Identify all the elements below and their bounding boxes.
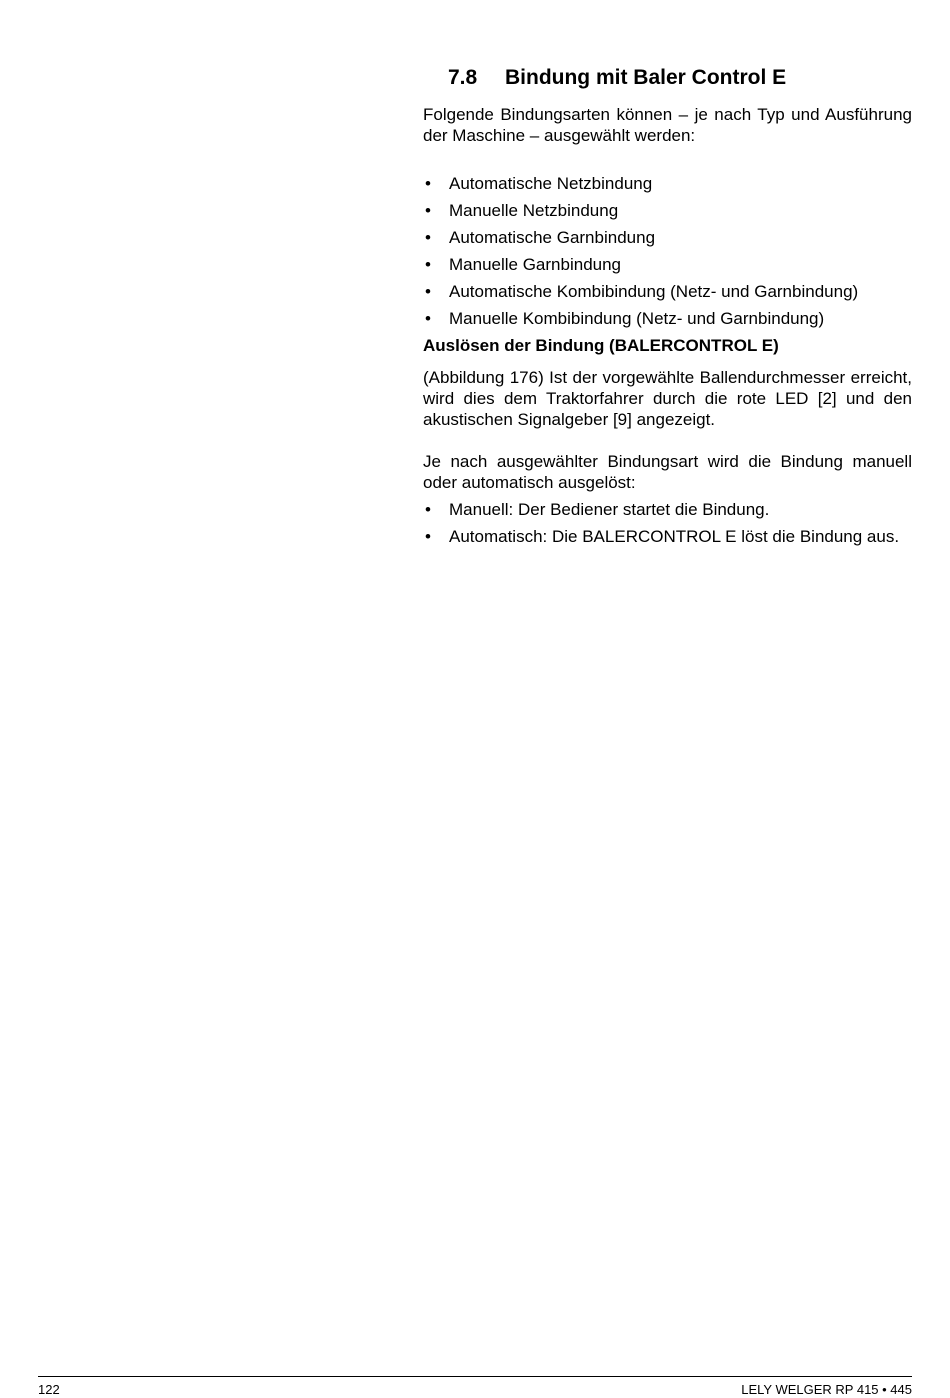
section-number: 7.8 xyxy=(448,66,478,89)
list-item xyxy=(423,281,912,302)
list-item xyxy=(423,526,912,547)
bullet-icon: • xyxy=(425,309,431,328)
main-content xyxy=(423,63,912,553)
intro-paragraph: Folgende Bindungsarten können – je nach Typ und Ausführung der Maschine – ausgewählt werden: xyxy=(423,105,912,145)
list-item xyxy=(423,308,912,329)
list-item xyxy=(423,173,912,194)
list-item-text: Automatische Kombibindung (Netz- und Garnbindung) xyxy=(449,282,859,301)
bullet-icon: • xyxy=(425,174,431,193)
binding-types-list xyxy=(423,173,912,329)
body-paragraph: Je nach ausgewählter Bindungsart wird die Bindung manuell oder automatisch ausgelöst: xyxy=(423,452,912,492)
list-item xyxy=(423,499,912,520)
list-item-text: Automatische Garnbindung xyxy=(449,228,656,247)
product-name: LELY WELGER RP 415 • 445 xyxy=(741,1382,912,1397)
list-item xyxy=(423,227,912,248)
list-item-text: Manuell: Der Bediener startet die Bindung. xyxy=(449,500,770,519)
list-item-text: Manuelle Garnbindung xyxy=(449,255,622,274)
subsection-heading: Auslösen der Bindung (BALERCONTROL E) xyxy=(423,336,779,355)
page-footer xyxy=(38,1376,912,1398)
footer-row xyxy=(38,1377,912,1398)
list-item-text: Automatische Netzbindung xyxy=(449,174,653,193)
list-item-text: Manuelle Kombibindung (Netz- und Garnbindung) xyxy=(449,309,825,328)
bullet-icon: • xyxy=(425,255,431,274)
bullet-icon: • xyxy=(425,282,431,301)
page-number: 122 xyxy=(38,1382,60,1397)
section-title: Bindung mit Baler Control E xyxy=(505,66,787,89)
list-item-text: Manuelle Netzbindung xyxy=(449,201,619,220)
body-paragraph: (Abbildung 176) Ist der vorgewählte Ballendurchmesser erreicht, wird dies dem Traktorfahrer durch die rote LED [2] und den akustischen Signalgeber [9] angezeigt. xyxy=(423,368,912,429)
section-heading xyxy=(423,63,912,93)
bullet-icon: • xyxy=(425,500,431,519)
bullet-icon: • xyxy=(425,201,431,220)
list-item xyxy=(423,254,912,275)
bullet-icon: • xyxy=(425,228,431,247)
list-item xyxy=(423,200,912,221)
trigger-modes-list xyxy=(423,499,912,547)
list-item-text: Automatisch: Die BALERCONTROL E löst die Bindung aus. xyxy=(449,527,900,546)
bullet-icon: • xyxy=(425,527,431,546)
